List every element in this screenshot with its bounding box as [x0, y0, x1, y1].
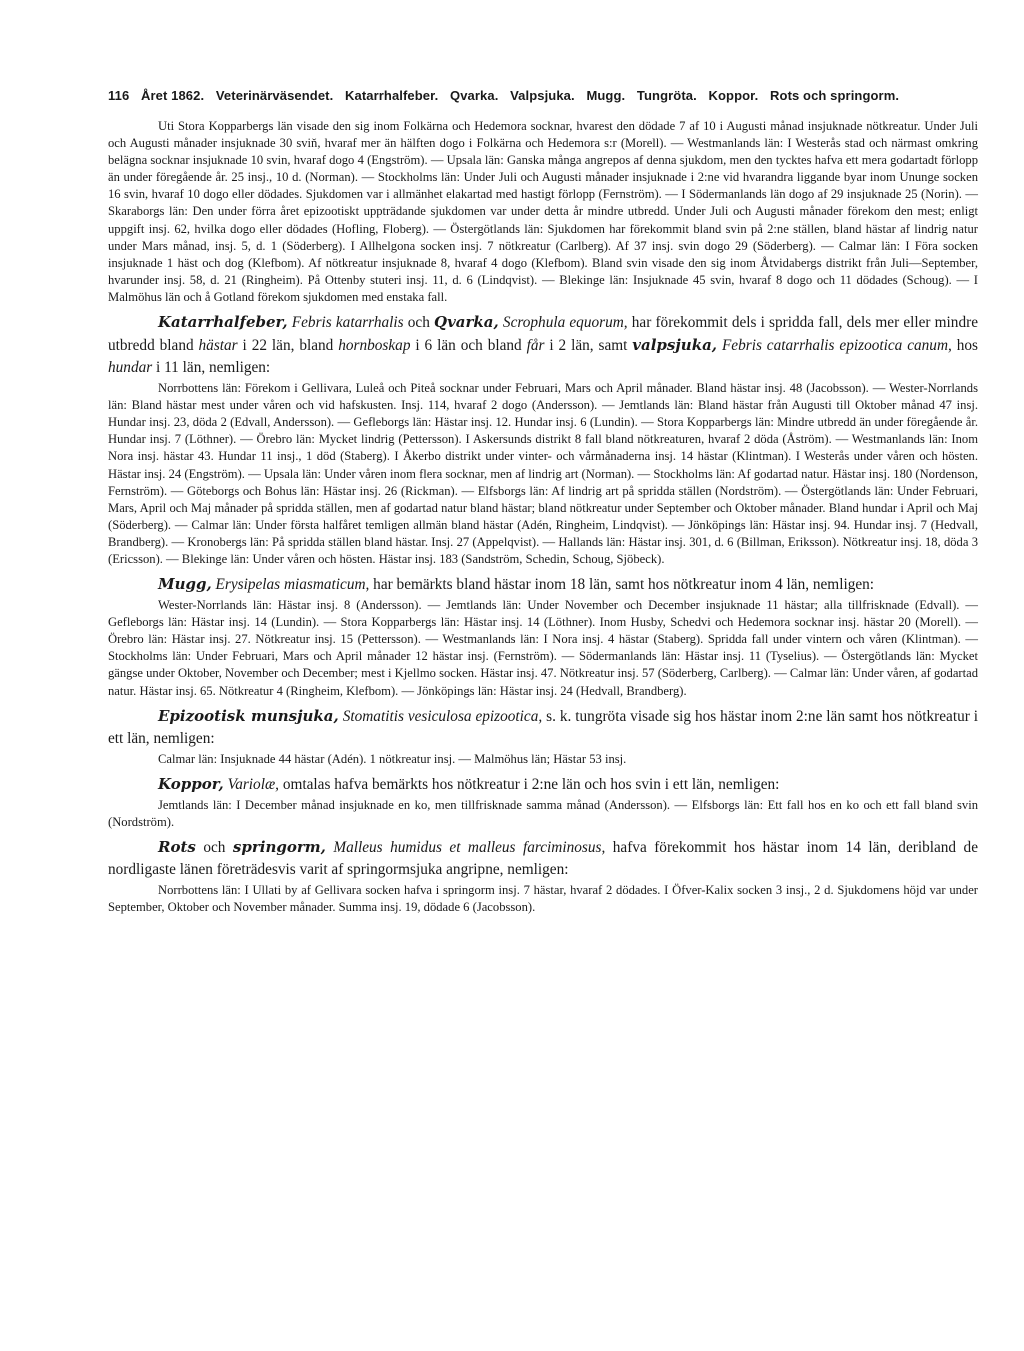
header-topic: Rots och springorm. [770, 88, 900, 103]
latin-term: Febris katarrhalis [291, 314, 404, 332]
latin-term: får [526, 337, 545, 355]
latin-term: Febris catarrhalis epizootica canum, [721, 337, 952, 355]
header-topic: Valpsjuka. [510, 88, 575, 103]
section-rots [108, 836, 978, 916]
lead-text: i 6 län och bland [410, 337, 527, 355]
header-topic: Mugg. [586, 88, 626, 103]
header-topic: Veterinärväsendet. [215, 88, 334, 103]
lead-text: omtalas hafva bemärkts hos nötkreatur i 2:ne län och hos svin i ett län, nemligen: [279, 775, 780, 793]
section-koppor [108, 773, 978, 831]
section-body: Wester-Norrlands län: Hästar insj. 8 (Andersson). — Jemtlands län: Under November och December insjuknade 11 hästar; alla tillfrisknade (Edvall). — Gefleborgs län: Hästar insj. 14 (Lundin). — Stora Kopparbergs län: Hästar insj. 14 (Löthner). Inom Husby, Schedvi och Hedemora socknar insj. hästar 20 (Morell). — Örebro län: Hästar insj. 27. Nötkreatur insj. 15 (Pettersson). — Westmanlands län: I Nora insj. 4 hästar (Staberg). Spridda fall under vintern och våren (Klintman). — Stockholms län: Under Februari, Mars och April månader 12 hästar insj. (Fernström). — Södermanlands län: Hästar insj. 11 (Tyselius). — Östergötlands län: Mycket gängse under Oktober, November och December; mest i Kjellmo socken. Hästar insj. 47. Nötkreatur insj. 57 (Söderberg, Carlberg). — Calmar län: Under våren, af godartad natur. Hästar insj. 65. Nötkreatur 4 (Ringheim, Klefbom). — Jönköpings län: Hästar insj. 24 (Hedvall, Brandberg). [108, 598, 978, 698]
section-lead [108, 836, 978, 881]
header-topic: Koppor. [708, 88, 759, 103]
disease-heading: valpsjuka, [632, 336, 718, 355]
lead-text: och [403, 314, 434, 332]
lead-text: s. k. tungröta visade sig hos hästar inom 2:ne län samt hos nötkreatur i ett län, nemligen: [108, 707, 978, 747]
section-lead [108, 573, 978, 596]
lead-text: hos [951, 337, 978, 355]
disease-heading: Epizootisk munsjuka, [158, 706, 339, 725]
section-body: Jemtlands län: I December månad insjuknade en ko, men tillfrisknade samma månad (Andersson). — Elfsborgs län: Ett fall hos en ko och ett fall bland svin (Nordström). [108, 797, 978, 829]
section-body: Calmar län: Insjuknade 44 hästar (Adén). 1 nötkreatur insj. — Malmöhus län; Hästar 53 insj. [158, 751, 627, 766]
latin-term: hornboskap [338, 337, 411, 355]
running-head [108, 88, 978, 103]
disease-heading: springorm, [232, 837, 326, 856]
latin-term: Malleus humidus et malleus farciminosus, [333, 838, 606, 856]
section-lead [108, 705, 978, 750]
latin-term: hundar [108, 359, 153, 377]
disease-heading: Katarrhalfeber, [158, 313, 288, 332]
latin-term: Stomatitis vesiculosa epizootica, [342, 707, 543, 725]
disease-heading: Qvarka, [434, 313, 499, 332]
lead-text: i 11 län, nemligen: [152, 359, 271, 377]
disease-heading: Mugg, [158, 575, 212, 594]
latin-term: Variolæ, [227, 775, 279, 793]
section-munsjuka [108, 705, 978, 768]
book-page [108, 88, 978, 916]
section-lead [108, 311, 978, 379]
lead-text: hafva förekommit hos hästar inom 14 län, deribland de nordligaste länen företrädesvis varit af springormsjuka angripne, nemligen: [108, 838, 978, 878]
disease-heading: Rots [158, 837, 196, 856]
latin-term: Scrophula equorum, [502, 314, 628, 332]
section-lead [108, 773, 978, 796]
section-katarrhalfeber [108, 311, 978, 568]
lead-text: har bemärkts bland hästar inom 18 län, samt hos nötkreatur inom 4 län, nemligen: [369, 576, 875, 594]
section-mugg [108, 573, 978, 700]
section-body: Norrbottens län: I Ullati by af Gellivara socken hafva i springorm insj. 7 hästar, hvaraf 2 dödades. I Öfver-Kalix socken 3 insj., 2 d. Sjukdomens höjd var under September, Oktober och November månader. Summa insj. 19, dödade 6 (Jacobsson). [108, 882, 978, 914]
page-number: 116 [108, 88, 130, 103]
section-body: Norrbottens län: Förekom i Gellivara, Luleå och Piteå socknar under Februari, Mars och April månader. Bland hästar insj. 48 (Jacobsson). — Wester-Norrlands län: Bland hästar mest under våren och vid hafskusten. Insj. 114, hvaraf 2 dogo (Andersson). — Jemtlands län: Bland hästar från Augusti till Oktober månad 47 insj. Hundar insj. 23, döda 2 (Edvall, Andersson). — Gefleborgs län: Hästar insj. 12. Hundar insj. 6 (Lundin). — Stora Kopparbergs län: Mindre utbredd än under föregående år. Hundar insj. 7 (Löthner). — Örebro län: Mycket lindrig (Pettersson). I Askersunds distrikt 8 fall bland nötkreaturen, hvaraf 2 döda (Åström). — Westmanlands län: Inom Nora insj. hästar 43. Hundar 11 insj., 1 död (Staberg). I Åkerbo distrikt under vinter- och vårmånaderna insj. 14 hästar (Klintman). I Westerås under våren och hösten. Hästar insj. 24 (Engström). — Upsala län: Under våren inom flera socknar, men af lindrig art (Norman). — Stockholms län: Af godartad natur. Hästar insj. 180 (Nordenson, Fernström). — Göteborgs och Bohus län: Hästar insj. 26 (Rickman). — Elfsborgs län: Af lindrig art på spridda ställen (Nordström). — Östergötlands län: Under Februari, Mars, April och Maj månader på spridda ställen, men af godartad natur bland hästar; bland nötkreatur under September och Oktober månader. Bland hundar i April och Maj (Söderberg). — Calmar län: Under första halfåret temligen allmän bland hästar (Adén, Ringheim, Lindqvist). — Jönköpings län: Hästar insj. 94. Hundar insj. 7 (Hedvall, Brandberg). — Kronobergs län: På spridda ställen bland hästar. Insj. 27 (Appelqvist). — Hallands län: Hästar insj. 301, d. 6 (Billman, Eriksson). Nötkreatur insj. 18, döda 3 (Ericsson). — Blekinge län: Under våren och hösten. Hästar insj. 183 (Sandström, Schedin, Schoug, Sjöbeck). [108, 381, 978, 566]
lead-text: i 2 län, samt [544, 337, 633, 355]
lead-text: och [195, 838, 233, 856]
intro-paragraph: Uti Stora Kopparbergs län visade den sig inom Folkärna och Hedemora socknar, hvarest den dödade 7 af 10 i Augusti månad insjuknade nötkreatur. Under Juli och Augusti månader insjuknade 30 sviň, hvaraf mer än hälften dogo i Folkärna och Hedemora s:r (Morell). — Westmanlands län: I Westerås stad och närmast omkring belägna socknar insjuknade 10 svin, hvaraf dogo 4 (Engström). — Upsala län: Ganska många angrepos af denna sjukdom, men den tycktes hafva ett mera godartadt förlopp än under föregående år. 25 insj., 10 d. (Norman). — Stockholms län: Under Juli och Augusti månader insjuknade i 2:ne vid hvarandra liggande byar inom Ununge socken 16 svin, hvaraf 10 dogo eller dödades. Sjukdomen var i allmänhet elakartad med hastigt förlopp (Fernström). — I Södermanlands län dogo af 29 insjuknade 25 (Norin). — Skaraborgs län: Den under förra året epizootiskt uppträdande sjukdomen var under detta år mindre utbredd. Under Juli och Augusti månader förekom den mest; enligt uppgift insj. 62, hvilka dogo eller dödades (Hofling, Floberg). — Östergötlands län: Sjukdomen har förekommit bland svin på 2:ne ställen, bland hästar af lindrig natur under Mars månad, insj. 5, d. 1 (Söderberg). I Allhelgona socken insj. 7 nötkreatur (Carlberg). Af 37 insj. svin dogo 29 (Söderberg). — Calmar län: I Föra socken insjuknade 1 häst och dog (Klefbom). Af nötkreatur insjuknade 8, hvaraf 4 dogo (Klefbom). Bland svin visade den sig inom Åtvidabergs distrikt från Juli—September, hvarunder insj. 58, d. 21 (Ringheim). På Ottenby stuteri insj. 11, d. 6 (Lindqvist). — Blekinge län: Insjuknade 45 svin, hvaraf 8 dogo och 11 dödades (Schoug). — I Malmöhus län och å Gotland förekom sjukdomen med enstaka fall. [108, 119, 978, 304]
lead-text: i 22 län, bland [237, 337, 339, 355]
header-topic: Året 1862. [141, 88, 205, 103]
lead-text: har förekommit dels i spridda fall, dels mer eller mindre utbredd bland [108, 314, 978, 355]
disease-heading: Koppor, [158, 774, 224, 793]
header-topic: Tungröta. [636, 88, 697, 103]
header-topic: Katarrhalfeber. [345, 88, 439, 103]
header-topic: Qvarka. [450, 88, 499, 103]
latin-term: hästar [198, 337, 238, 355]
latin-term: Erysipelas miasmaticum, [215, 576, 370, 594]
